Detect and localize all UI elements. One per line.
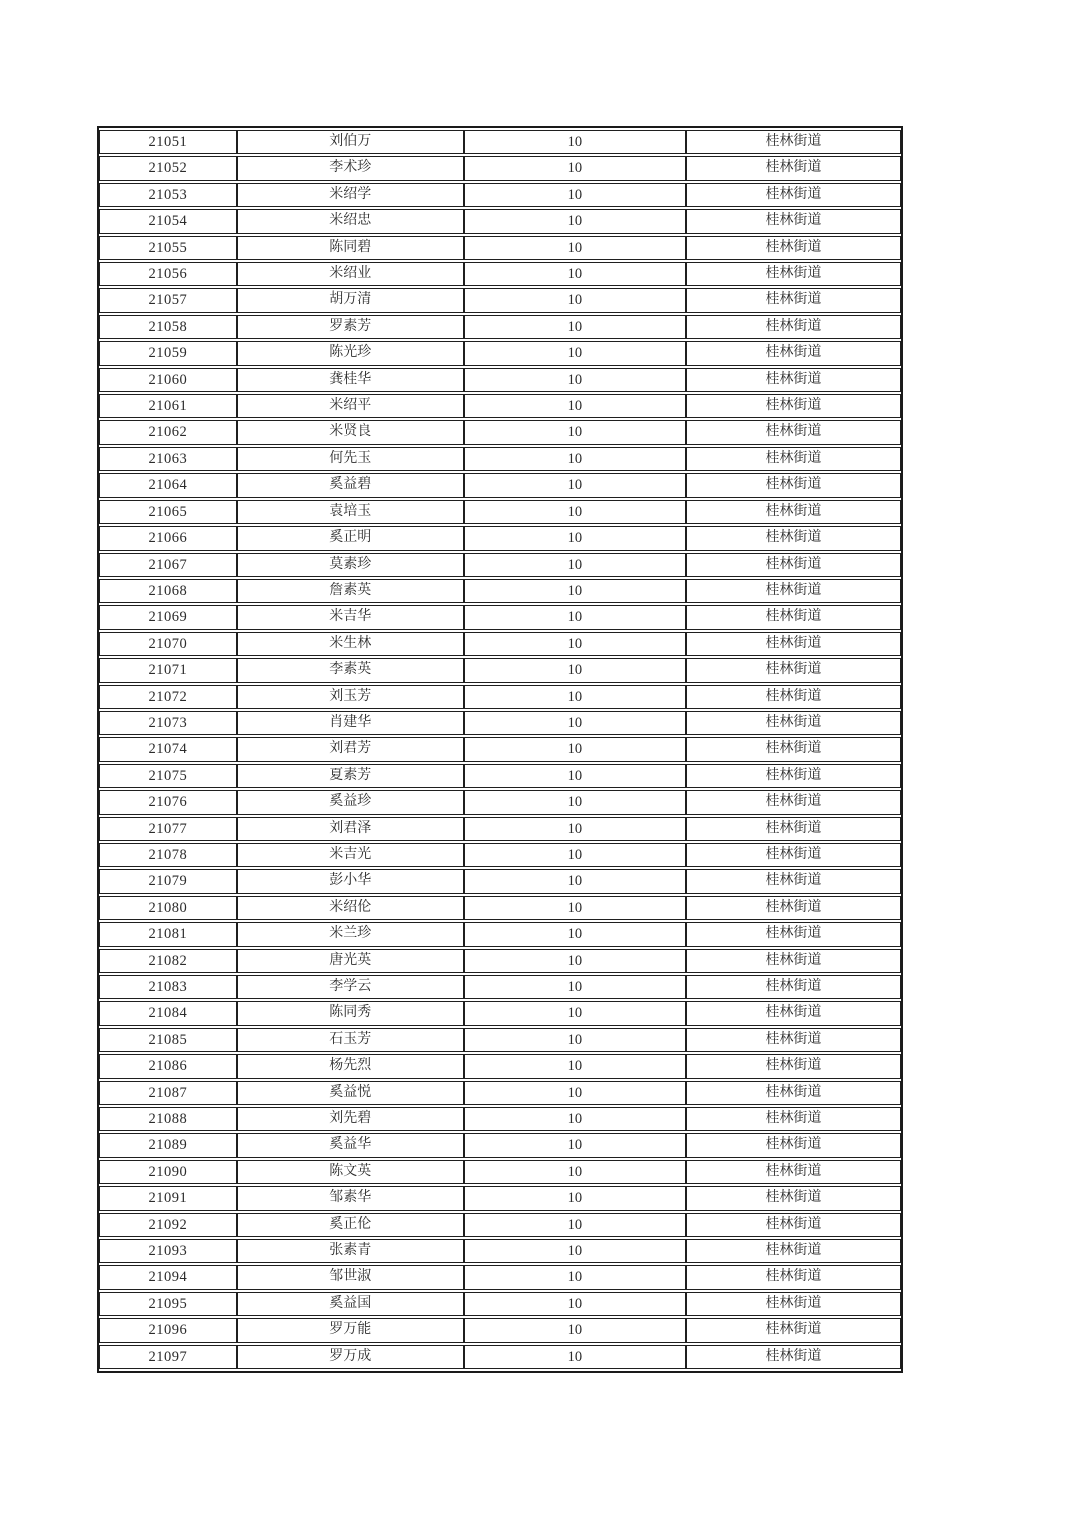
cell-district: 桂林街道	[686, 368, 901, 392]
table-row	[99, 922, 901, 946]
cell-value: 10	[464, 130, 686, 154]
cell-serial: 21074	[99, 737, 237, 761]
cell-district: 桂林街道	[686, 1213, 901, 1237]
cell-serial: 21052	[99, 156, 237, 180]
cell-name: 龚桂华	[237, 368, 464, 392]
cell-name: 米吉华	[237, 605, 464, 629]
table-row	[99, 632, 901, 656]
cell-value: 10	[464, 553, 686, 577]
cell-serial: 21082	[99, 949, 237, 973]
table-row	[99, 579, 901, 603]
cell-name: 米绍学	[237, 183, 464, 207]
cell-serial: 21084	[99, 1001, 237, 1025]
cell-district: 桂林街道	[686, 156, 901, 180]
cell-serial: 21080	[99, 896, 237, 920]
cell-name: 陈同碧	[237, 236, 464, 260]
cell-serial: 21068	[99, 579, 237, 603]
cell-name: 胡万清	[237, 288, 464, 312]
cell-value: 10	[464, 1318, 686, 1342]
cell-value: 10	[464, 869, 686, 893]
cell-value: 10	[464, 394, 686, 418]
cell-serial: 21069	[99, 605, 237, 629]
table-row	[99, 790, 901, 814]
cell-value: 10	[464, 605, 686, 629]
cell-serial: 21071	[99, 658, 237, 682]
cell-serial: 21093	[99, 1239, 237, 1263]
cell-district: 桂林街道	[686, 447, 901, 471]
cell-name: 邹世淑	[237, 1265, 464, 1289]
table-row	[99, 1081, 901, 1105]
cell-name: 刘君泽	[237, 817, 464, 841]
cell-value: 10	[464, 579, 686, 603]
cell-name: 米兰珍	[237, 922, 464, 946]
cell-value: 10	[464, 1054, 686, 1078]
cell-district: 桂林街道	[686, 236, 901, 260]
cell-district: 桂林街道	[686, 262, 901, 286]
cell-serial: 21073	[99, 711, 237, 735]
cell-district: 桂林街道	[686, 843, 901, 867]
roster-table	[99, 128, 901, 1371]
table-row	[99, 1186, 901, 1210]
cell-name: 李术珍	[237, 156, 464, 180]
cell-value: 10	[464, 737, 686, 761]
cell-district: 桂林街道	[686, 579, 901, 603]
cell-district: 桂林街道	[686, 658, 901, 682]
cell-serial: 21072	[99, 685, 237, 709]
cell-name: 米绍忠	[237, 209, 464, 233]
cell-name: 奚益华	[237, 1133, 464, 1157]
cell-district: 桂林街道	[686, 1292, 901, 1316]
cell-name: 刘伯万	[237, 130, 464, 154]
cell-district: 桂林街道	[686, 130, 901, 154]
cell-serial: 21075	[99, 764, 237, 788]
cell-district: 桂林街道	[686, 764, 901, 788]
cell-name: 陈光珍	[237, 341, 464, 365]
cell-name: 奚正明	[237, 526, 464, 550]
cell-serial: 21086	[99, 1054, 237, 1078]
cell-serial: 21090	[99, 1160, 237, 1184]
cell-serial: 21063	[99, 447, 237, 471]
table-row	[99, 711, 901, 735]
table-row	[99, 156, 901, 180]
cell-name: 奚益碧	[237, 473, 464, 497]
cell-serial: 21076	[99, 790, 237, 814]
table-row	[99, 526, 901, 550]
cell-serial: 21091	[99, 1186, 237, 1210]
cell-value: 10	[464, 500, 686, 524]
table-row	[99, 183, 901, 207]
cell-value: 10	[464, 1160, 686, 1184]
cell-serial: 21070	[99, 632, 237, 656]
cell-name: 罗万能	[237, 1318, 464, 1342]
table-row	[99, 500, 901, 524]
cell-district: 桂林街道	[686, 1160, 901, 1184]
table-row	[99, 368, 901, 392]
cell-value: 10	[464, 658, 686, 682]
cell-district: 桂林街道	[686, 288, 901, 312]
table-row	[99, 1160, 901, 1184]
table-row	[99, 262, 901, 286]
cell-serial: 21051	[99, 130, 237, 154]
cell-serial: 21066	[99, 526, 237, 550]
cell-name: 夏素芳	[237, 764, 464, 788]
cell-district: 桂林街道	[686, 473, 901, 497]
cell-value: 10	[464, 1292, 686, 1316]
table-row	[99, 130, 901, 154]
table-row	[99, 473, 901, 497]
table-row	[99, 1345, 901, 1369]
cell-serial: 21064	[99, 473, 237, 497]
cell-value: 10	[464, 368, 686, 392]
table-row	[99, 1133, 901, 1157]
cell-serial: 21095	[99, 1292, 237, 1316]
table-row	[99, 1001, 901, 1025]
cell-serial: 21077	[99, 817, 237, 841]
cell-district: 桂林街道	[686, 1001, 901, 1025]
cell-value: 10	[464, 1028, 686, 1052]
cell-value: 10	[464, 711, 686, 735]
table-row	[99, 1265, 901, 1289]
cell-name: 刘玉芳	[237, 685, 464, 709]
cell-serial: 21089	[99, 1133, 237, 1157]
table-row	[99, 288, 901, 312]
cell-name: 米绍伦	[237, 896, 464, 920]
cell-name: 奚益珍	[237, 790, 464, 814]
cell-serial: 21083	[99, 975, 237, 999]
cell-value: 10	[464, 817, 686, 841]
cell-value: 10	[464, 447, 686, 471]
cell-value: 10	[464, 1186, 686, 1210]
cell-name: 米贤良	[237, 420, 464, 444]
cell-district: 桂林街道	[686, 790, 901, 814]
cell-value: 10	[464, 262, 686, 286]
table-row	[99, 843, 901, 867]
table-row	[99, 896, 901, 920]
cell-district: 桂林街道	[686, 526, 901, 550]
table-row	[99, 1107, 901, 1131]
cell-value: 10	[464, 209, 686, 233]
table-row	[99, 1054, 901, 1078]
table-row	[99, 553, 901, 577]
cell-name: 刘君芳	[237, 737, 464, 761]
cell-name: 李学云	[237, 975, 464, 999]
cell-serial: 21097	[99, 1345, 237, 1369]
cell-value: 10	[464, 315, 686, 339]
cell-name: 邹素华	[237, 1186, 464, 1210]
cell-value: 10	[464, 1081, 686, 1105]
roster-table-body	[99, 130, 901, 1369]
cell-district: 桂林街道	[686, 394, 901, 418]
table-row	[99, 236, 901, 260]
cell-district: 桂林街道	[686, 632, 901, 656]
cell-district: 桂林街道	[686, 869, 901, 893]
cell-name: 唐光英	[237, 949, 464, 973]
cell-value: 10	[464, 1265, 686, 1289]
cell-district: 桂林街道	[686, 685, 901, 709]
cell-value: 10	[464, 1001, 686, 1025]
cell-serial: 21057	[99, 288, 237, 312]
cell-name: 奚正伦	[237, 1213, 464, 1237]
cell-value: 10	[464, 156, 686, 180]
table-row	[99, 685, 901, 709]
cell-district: 桂林街道	[686, 922, 901, 946]
cell-name: 米绍业	[237, 262, 464, 286]
table-row	[99, 949, 901, 973]
cell-value: 10	[464, 922, 686, 946]
cell-serial: 21061	[99, 394, 237, 418]
cell-serial: 21067	[99, 553, 237, 577]
cell-name: 罗素芳	[237, 315, 464, 339]
cell-name: 刘先碧	[237, 1107, 464, 1131]
cell-district: 桂林街道	[686, 315, 901, 339]
table-row	[99, 869, 901, 893]
cell-district: 桂林街道	[686, 209, 901, 233]
cell-value: 10	[464, 183, 686, 207]
cell-value: 10	[464, 632, 686, 656]
cell-name: 米吉光	[237, 843, 464, 867]
cell-serial: 21096	[99, 1318, 237, 1342]
table-row	[99, 420, 901, 444]
table-row	[99, 1239, 901, 1263]
cell-serial: 21078	[99, 843, 237, 867]
table-row	[99, 447, 901, 471]
cell-value: 10	[464, 1345, 686, 1369]
cell-value: 10	[464, 420, 686, 444]
cell-district: 桂林街道	[686, 183, 901, 207]
cell-name: 袁培玉	[237, 500, 464, 524]
cell-district: 桂林街道	[686, 420, 901, 444]
cell-serial: 21092	[99, 1213, 237, 1237]
cell-value: 10	[464, 843, 686, 867]
cell-value: 10	[464, 473, 686, 497]
cell-name: 石玉芳	[237, 1028, 464, 1052]
cell-serial: 21058	[99, 315, 237, 339]
cell-serial: 21055	[99, 236, 237, 260]
table-row	[99, 764, 901, 788]
cell-name: 米绍平	[237, 394, 464, 418]
cell-name: 奚益国	[237, 1292, 464, 1316]
cell-district: 桂林街道	[686, 1239, 901, 1263]
cell-serial: 21059	[99, 341, 237, 365]
cell-value: 10	[464, 236, 686, 260]
cell-district: 桂林街道	[686, 500, 901, 524]
cell-name: 詹素英	[237, 579, 464, 603]
cell-value: 10	[464, 341, 686, 365]
cell-serial: 21079	[99, 869, 237, 893]
cell-value: 10	[464, 790, 686, 814]
cell-district: 桂林街道	[686, 341, 901, 365]
cell-district: 桂林街道	[686, 553, 901, 577]
cell-district: 桂林街道	[686, 975, 901, 999]
table-row	[99, 315, 901, 339]
cell-value: 10	[464, 685, 686, 709]
cell-district: 桂林街道	[686, 1318, 901, 1342]
cell-value: 10	[464, 1213, 686, 1237]
cell-district: 桂林街道	[686, 711, 901, 735]
cell-name: 陈文英	[237, 1160, 464, 1184]
table-row	[99, 737, 901, 761]
cell-district: 桂林街道	[686, 949, 901, 973]
cell-name: 莫素珍	[237, 553, 464, 577]
cell-district: 桂林街道	[686, 1054, 901, 1078]
table-row	[99, 975, 901, 999]
cell-value: 10	[464, 288, 686, 312]
cell-name: 何先玉	[237, 447, 464, 471]
cell-serial: 21081	[99, 922, 237, 946]
cell-value: 10	[464, 949, 686, 973]
cell-district: 桂林街道	[686, 1265, 901, 1289]
cell-name: 张素青	[237, 1239, 464, 1263]
cell-value: 10	[464, 764, 686, 788]
cell-serial: 21062	[99, 420, 237, 444]
cell-value: 10	[464, 975, 686, 999]
cell-serial: 21054	[99, 209, 237, 233]
cell-serial: 21056	[99, 262, 237, 286]
cell-district: 桂林街道	[686, 1133, 901, 1157]
cell-name: 陈同秀	[237, 1001, 464, 1025]
cell-district: 桂林街道	[686, 1345, 901, 1369]
cell-name: 杨先烈	[237, 1054, 464, 1078]
cell-district: 桂林街道	[686, 1186, 901, 1210]
cell-district: 桂林街道	[686, 605, 901, 629]
cell-value: 10	[464, 1133, 686, 1157]
table-row	[99, 209, 901, 233]
cell-name: 米生林	[237, 632, 464, 656]
table-row	[99, 1318, 901, 1342]
table-row	[99, 1213, 901, 1237]
table-row	[99, 1292, 901, 1316]
cell-name: 李素英	[237, 658, 464, 682]
cell-serial: 21053	[99, 183, 237, 207]
roster-table-container	[97, 126, 903, 1373]
cell-value: 10	[464, 526, 686, 550]
cell-value: 10	[464, 1239, 686, 1263]
cell-serial: 21085	[99, 1028, 237, 1052]
cell-district: 桂林街道	[686, 1081, 901, 1105]
table-row	[99, 817, 901, 841]
cell-serial: 21065	[99, 500, 237, 524]
cell-district: 桂林街道	[686, 817, 901, 841]
cell-value: 10	[464, 1107, 686, 1131]
cell-name: 肖建华	[237, 711, 464, 735]
table-row	[99, 341, 901, 365]
table-row	[99, 394, 901, 418]
table-row	[99, 605, 901, 629]
cell-district: 桂林街道	[686, 896, 901, 920]
cell-name: 奚益悦	[237, 1081, 464, 1105]
cell-value: 10	[464, 896, 686, 920]
table-row	[99, 1028, 901, 1052]
cell-district: 桂林街道	[686, 1028, 901, 1052]
cell-district: 桂林街道	[686, 1107, 901, 1131]
cell-serial: 21087	[99, 1081, 237, 1105]
table-row	[99, 658, 901, 682]
cell-serial: 21088	[99, 1107, 237, 1131]
cell-serial: 21060	[99, 368, 237, 392]
cell-name: 彭小华	[237, 869, 464, 893]
cell-serial: 21094	[99, 1265, 237, 1289]
cell-district: 桂林街道	[686, 737, 901, 761]
cell-name: 罗万成	[237, 1345, 464, 1369]
